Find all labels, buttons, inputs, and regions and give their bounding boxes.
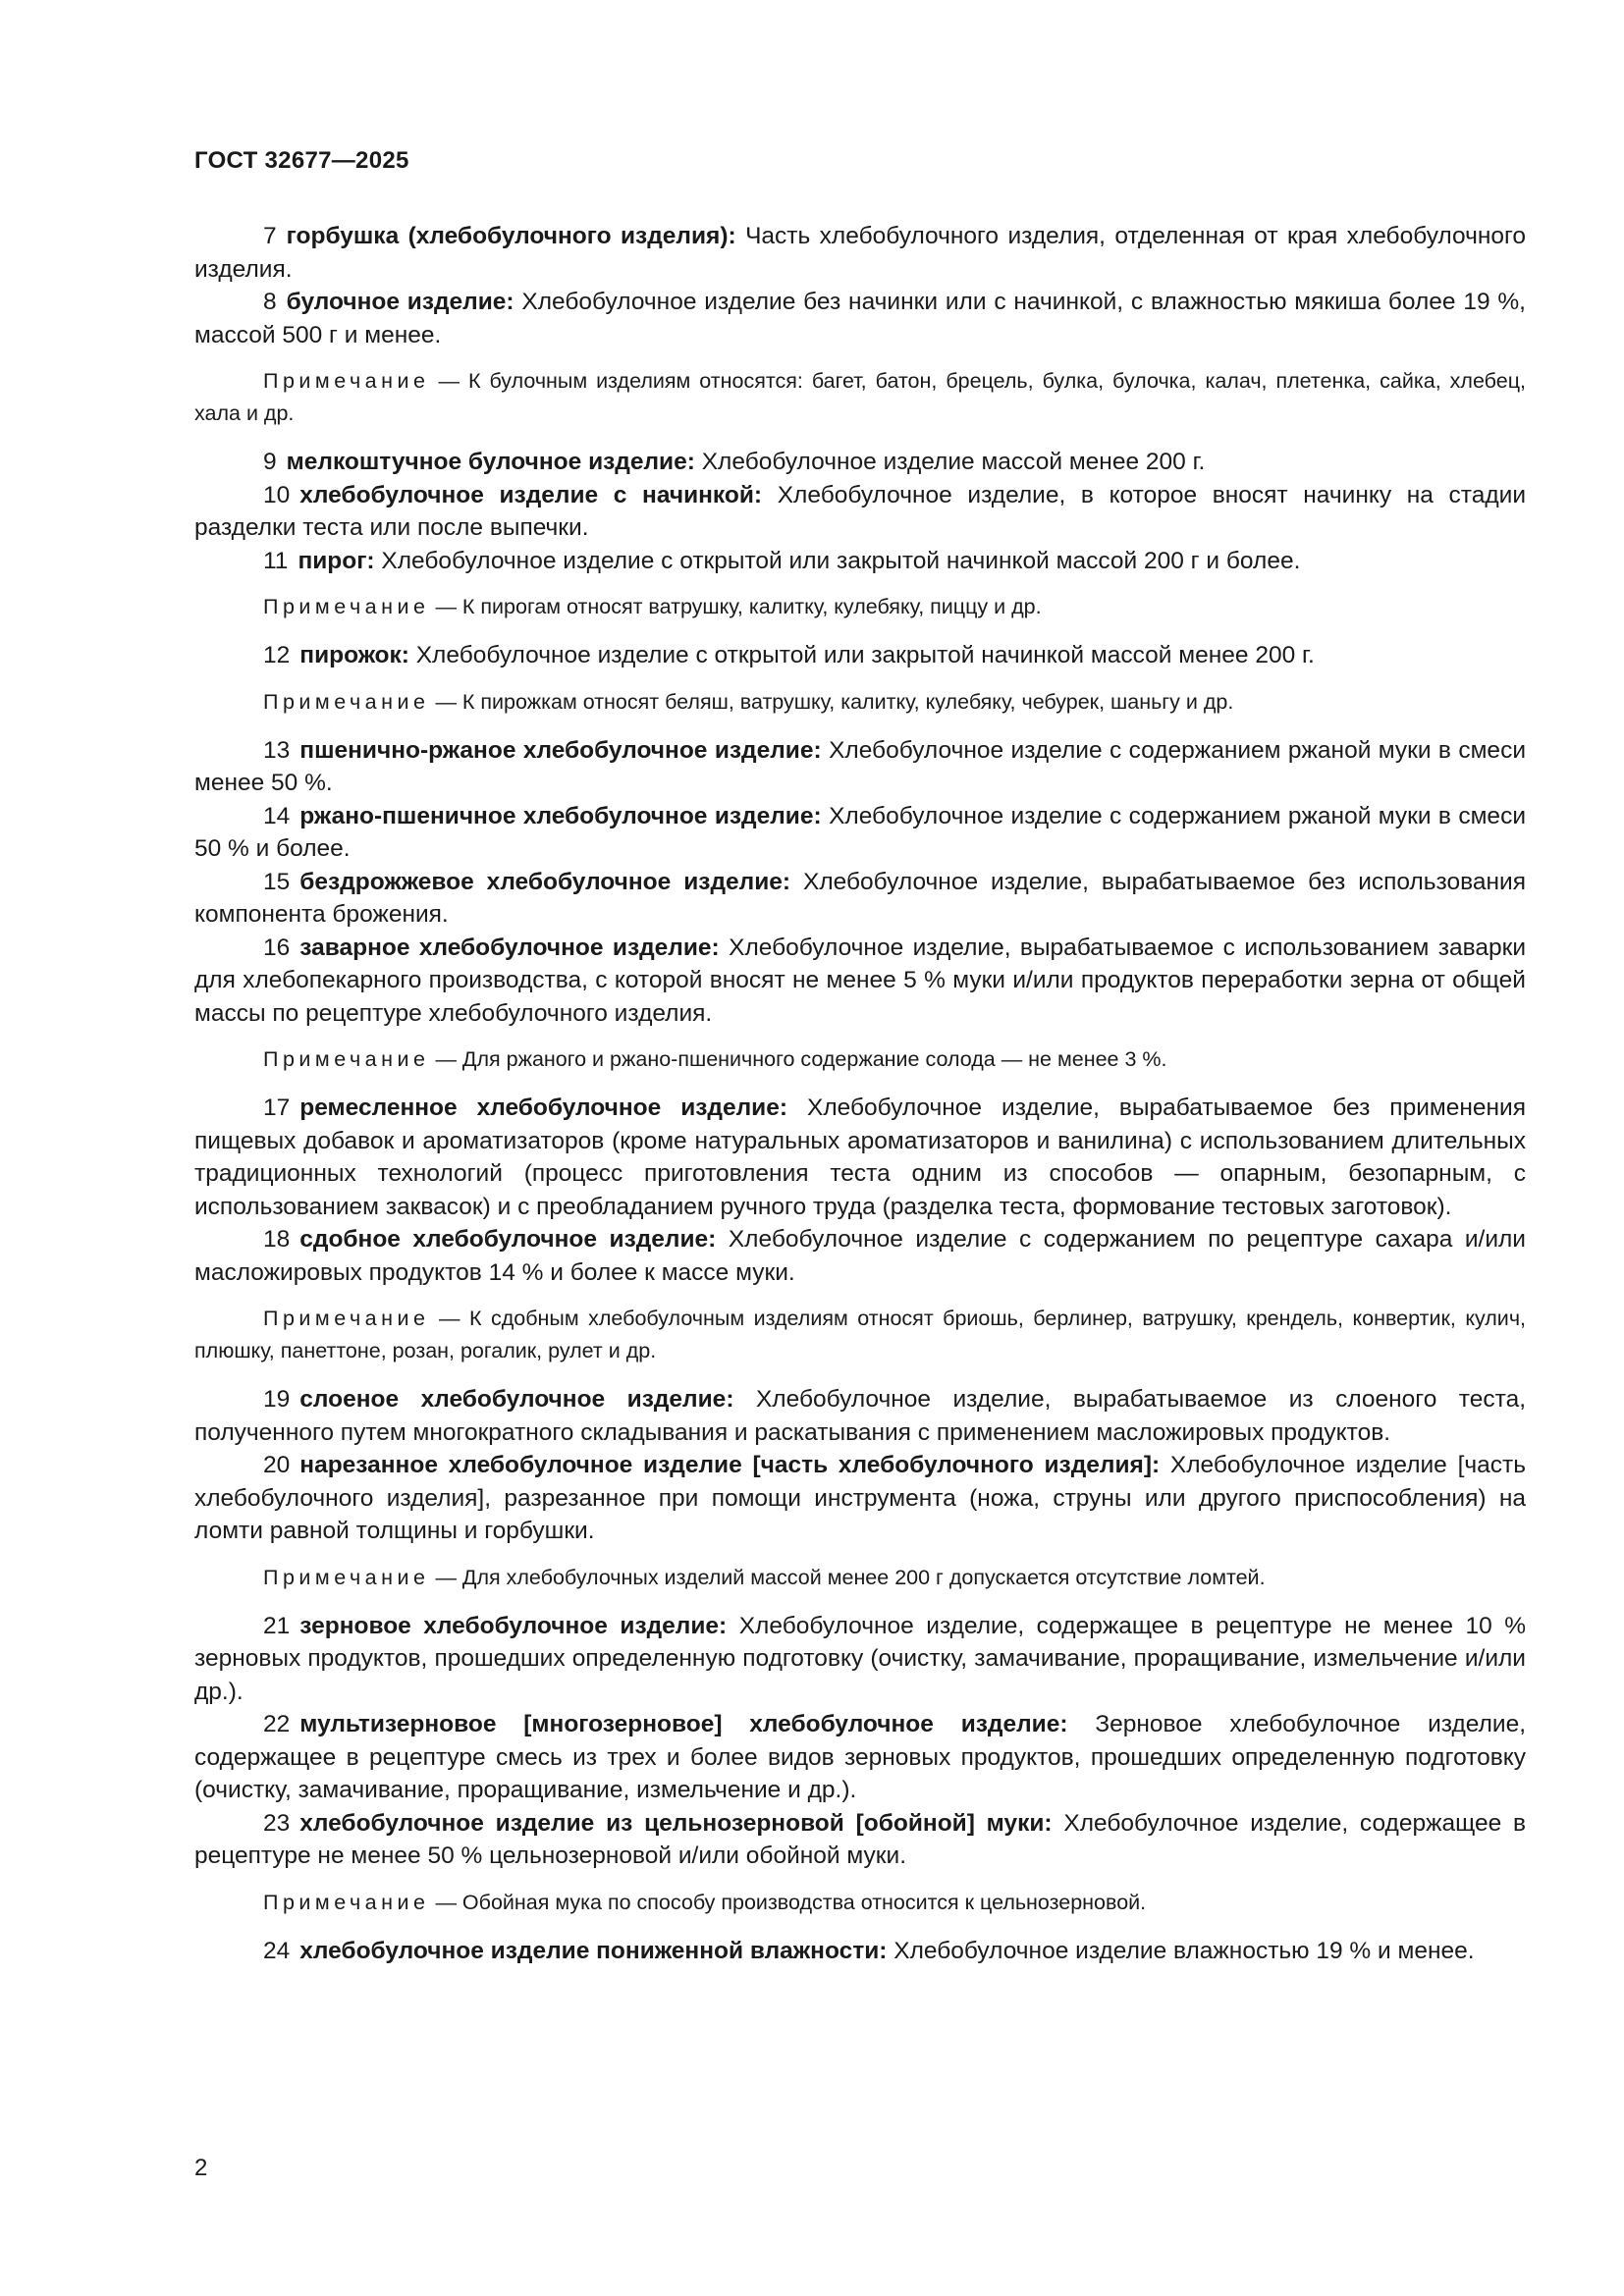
note-text: — Для хлебобулочных изделий массой менее 200 г допускается отсутствие ломтей.	[435, 1565, 1266, 1589]
term-entry	[194, 1223, 1526, 1289]
term-name: хлебобулочное изделие пониженной влажности:	[299, 1937, 888, 1964]
document-page	[194, 147, 1526, 1967]
term-definition: Хлебобулочное изделие с открытой или закрытой начинкой массой 200 г и более.	[381, 547, 1301, 574]
term-entry	[194, 1092, 1526, 1223]
note-label: Примечание	[263, 689, 430, 714]
note	[194, 1887, 1526, 1919]
term-number: 19	[263, 1386, 291, 1413]
term-entry	[194, 446, 1526, 479]
term-entry	[194, 1935, 1526, 1968]
term-entry	[194, 866, 1526, 932]
term-number: 10	[263, 481, 291, 508]
term-name: хлебобулочное изделие из цельнозерновой [обойной] муки:	[299, 1809, 1053, 1837]
term-name: пирог:	[298, 547, 375, 574]
term-name: сдобное хлебобулочное изделие:	[299, 1226, 717, 1253]
term-number: 21	[263, 1612, 291, 1639]
term-name: нарезанное хлебобулочное изделие [часть хлебобулочного изделия]:	[299, 1452, 1161, 1478]
term-number: 13	[263, 736, 291, 764]
term-name: ржано-пшеничное хлебобулочное изделие:	[299, 802, 822, 829]
note	[194, 1043, 1526, 1076]
term-name: слоеное хлебобулочное изделие:	[299, 1386, 734, 1413]
term-entry	[194, 1449, 1526, 1548]
note	[194, 1303, 1526, 1367]
terms-list	[194, 220, 1526, 1967]
note-label: Примечание	[263, 595, 430, 618]
term-name: мультизерновое [многозерновое] хлебобулочное изделие:	[299, 1711, 1068, 1737]
term-entry	[194, 1610, 1526, 1709]
term-number: 20	[263, 1452, 291, 1478]
term-name: мелкоштучное булочное изделие:	[286, 449, 695, 475]
term-definition: Хлебобулочное изделие, вырабатываемое из слоеного теста, полученного путем многократного складывания и раскатывания с применением масложировых продуктов.	[194, 1386, 1527, 1446]
note-text: — К булочным изделиям относятся: багет, батон, брецель, булка, булочка, калач, плетенка, сайка, хлебец, хала и др.	[194, 369, 1526, 425]
term-definition: Хлебобулочное изделие [часть хлебобулочного изделия], разрезанное при помощи инструмента (ножа, струны или другого приспособления) на ломти равной толщины и горбушки.	[194, 1452, 1526, 1544]
note-label: Примечание	[263, 1307, 430, 1330]
term-number: 18	[263, 1226, 291, 1253]
term-name: бездрожжевое хлебобулочное изделие:	[299, 868, 791, 895]
note	[194, 1562, 1526, 1594]
note-label: Примечание	[263, 1047, 430, 1071]
term-entry	[194, 639, 1526, 672]
term-entry	[194, 220, 1526, 286]
term-number: 24	[263, 1937, 291, 1964]
note	[194, 591, 1526, 623]
term-name: ремесленное хлебобулочное изделие:	[299, 1095, 788, 1121]
term-entry	[194, 286, 1526, 351]
term-name: пшенично-ржаное хлебобулочное изделие:	[299, 736, 822, 764]
standard-code: ГОСТ 32677—2025	[194, 147, 409, 174]
term-entry	[194, 479, 1526, 545]
term-entry	[194, 545, 1526, 578]
term-definition: Хлебобулочное изделие, вырабатываемое с использованием заварки для хлебопекарного производства, с которой вносят не менее 5 % муки и/или продуктов переработки зерна от общей массы по рецептуре хлебобулочного изделия.	[194, 934, 1527, 1027]
term-definition: Хлебобулочное изделие без начинки или с начинкой, с влажностью мякиша более 19 %, массой 500 г и менее.	[194, 289, 1526, 348]
term-number: 12	[263, 642, 291, 668]
term-number: 11	[263, 547, 289, 574]
note-label: Примечание	[263, 1890, 430, 1914]
term-definition: Хлебобулочное изделие, вырабатываемое без применения пищевых добавок и ароматизаторов (кроме натуральных ароматизаторов и ванилина) с использованием длительных традиционных технологий (процесс приготовления теста одним из способов — опарным, безопарным, с использованием заквасок) и с преобладанием ручного труда (разделка теста, формование тестовых заготовок).	[194, 1095, 1526, 1220]
term-number: 22	[263, 1711, 291, 1737]
term-definition: Часть хлебобулочного изделия, отделенная от края хлебобулочного изделия.	[194, 223, 1527, 283]
note-label: Примечание	[263, 1565, 430, 1589]
term-entry	[194, 932, 1526, 1031]
term-entry	[194, 800, 1526, 866]
note-text: — Для ржаного и ржано-пшеничного содержание солода — не менее 3 %.	[435, 1047, 1167, 1071]
term-name: пирожок:	[299, 642, 409, 668]
term-definition: Хлебобулочное изделие с содержанием по рецептуре сахара и/или масложировых продуктов 14 % и более к массе муки.	[194, 1226, 1526, 1286]
term-entry	[194, 1708, 1526, 1807]
term-definition: Хлебобулочное изделие с содержанием ржаной муки в смеси 50 % и более.	[194, 802, 1526, 862]
term-definition: Хлебобулочное изделие, вырабатываемое без использования компонента брожения.	[194, 868, 1526, 928]
term-definition: Хлебобулочное изделие с содержанием ржаной муки в смеси менее 50 %.	[194, 736, 1526, 796]
term-number: 15	[263, 868, 291, 895]
note	[194, 686, 1526, 719]
note-text: — К пирогам относят ватрушку, калитку, кулебяку, пиццу и др.	[435, 595, 1042, 618]
note-text: — К пирожкам относят беляш, ватрушку, калитку, кулебяку, чебурек, шаньгу и др.	[435, 689, 1234, 714]
term-number: 9	[263, 449, 277, 475]
term-number: 7	[263, 223, 277, 249]
page-number: 2	[194, 2155, 208, 2181]
term-entry	[194, 734, 1526, 800]
term-name: горбушка (хлебобулочного изделия):	[286, 223, 736, 249]
term-definition: Хлебобулочное изделие, в которое вносят начинку на стадии разделки теста или после выпечки.	[194, 481, 1527, 541]
note-text: — К сдобным хлебобулочным изделиям относят бриошь, берлинер, ватрушку, крендель, конвертик, кулич, плюшку, панеттоне, розан, рогалик, рулет и др.	[194, 1307, 1526, 1362]
term-name: хлебобулочное изделие с начинкой:	[299, 481, 763, 508]
term-number: 14	[263, 802, 291, 829]
term-number: 8	[263, 289, 277, 315]
term-definition: Хлебобулочное изделие массой менее 200 г.	[701, 449, 1206, 475]
term-number: 17	[263, 1095, 291, 1121]
term-definition: Зерновое хлебобулочное изделие, содержащее в рецептуре смесь из трех и более видов зерновых продуктов, прошедших определенную подготовку (очистку, замачивание, проращивание, измельчение и др.).	[194, 1711, 1527, 1803]
term-definition: Хлебобулочное изделие с открытой или закрытой начинкой массой менее 200 г.	[415, 642, 1315, 668]
term-name: булочное изделие:	[286, 289, 514, 315]
term-number: 23	[263, 1809, 291, 1837]
term-definition: Хлебобулочное изделие, содержащее в рецептуре не менее 10 % зерновых продуктов, прошедших определенную подготовку (очистку, замачивание, проращивание, измельчение и/или др.).	[194, 1612, 1526, 1705]
term-number: 16	[263, 934, 291, 961]
term-definition: Хлебобулочное изделие влажностью 19 % и менее.	[893, 1937, 1475, 1964]
term-entry	[194, 1807, 1526, 1873]
term-definition: Хлебобулочное изделие, содержащее в рецептуре не менее 50 % цельнозерновой и/или обойной муки.	[194, 1809, 1527, 1869]
term-entry	[194, 1383, 1526, 1449]
term-name: зерновое хлебобулочное изделие:	[299, 1612, 728, 1639]
note-label: Примечание	[263, 369, 430, 393]
note	[194, 365, 1526, 430]
term-name: заварное хлебобулочное изделие:	[299, 934, 720, 961]
note-text: — Обойная мука по способу производства относится к цельнозерновой.	[435, 1890, 1147, 1914]
